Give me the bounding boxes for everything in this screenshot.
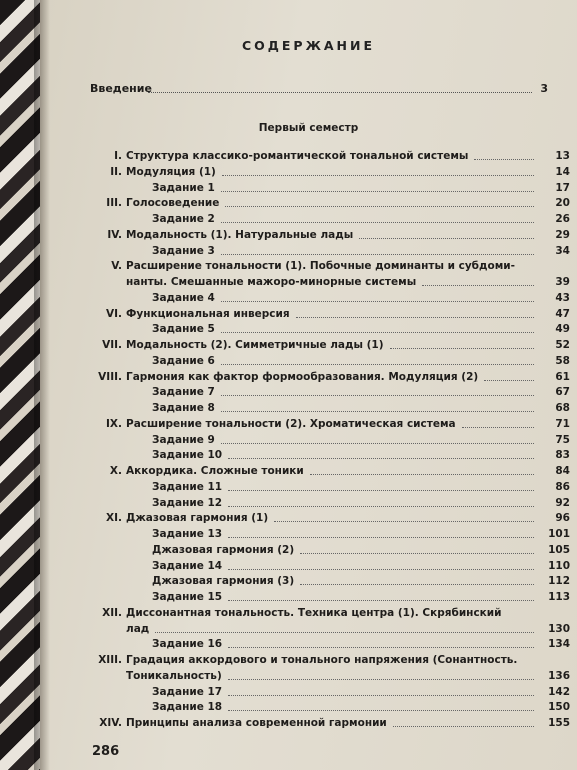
toc-entry-page: 39 <box>555 276 570 288</box>
toc-leader-dots <box>222 166 534 176</box>
toc-entry <box>40 197 577 211</box>
toc-leader-dots <box>274 512 534 522</box>
page-title: СОДЕРЖАНИЕ <box>241 38 376 53</box>
toc-leader-dots <box>225 197 534 207</box>
toc-leader-dots <box>300 575 534 585</box>
page-gutter-shadow <box>40 0 50 770</box>
toc-leader-dots <box>228 481 534 491</box>
toc-entry-title: Джазовая гармония (2) <box>152 543 295 556</box>
toc-entry-title: Градация аккордового и тонального напряжения (Сонантность. <box>126 654 518 666</box>
toc-entry <box>40 371 577 385</box>
toc-entry-title: Модальность (1). Натуральные лады <box>126 228 354 241</box>
toc-entry-title: Аккордика. Сложные тоники <box>126 465 304 477</box>
toc-entry <box>40 292 577 306</box>
toc-entry-page: 58 <box>555 354 570 367</box>
toc-intro-row <box>90 82 548 96</box>
toc-leader-dots <box>228 449 534 459</box>
toc-leader-dots <box>221 182 534 192</box>
toc-entry-title: нанты. Смешанные мажоро-минорные системы <box>126 276 417 288</box>
toc-entry-page: 71 <box>555 417 570 430</box>
toc-entry <box>40 308 577 322</box>
toc-entry-number: I. <box>114 150 122 162</box>
toc-leader-dots <box>221 245 534 255</box>
toc-entry-number: IV. <box>107 228 122 241</box>
toc-leader-dots <box>221 402 534 412</box>
toc-entry-title: Модуляция (1) <box>126 165 216 178</box>
toc-entry <box>40 591 577 605</box>
toc-entry-title: лад <box>126 622 150 635</box>
toc-leader-dots <box>228 638 534 648</box>
toc-entry-page: 67 <box>555 386 570 399</box>
toc-entry-title: Расширение тональности (2). Хроматическая система <box>126 417 456 430</box>
toc-leader-dots <box>155 623 534 633</box>
toc-entry <box>40 402 577 416</box>
toc-leader-dots <box>228 528 534 538</box>
toc-leader-dots <box>228 701 534 711</box>
toc-entry <box>40 670 577 684</box>
toc-entry <box>40 418 577 432</box>
toc-leader-dots <box>474 150 534 160</box>
toc-entry-page: 150 <box>548 701 570 714</box>
toc-entry-page: 49 <box>555 323 570 336</box>
toc-entry <box>40 560 577 574</box>
toc-leader-dots <box>228 560 534 570</box>
toc-entry-number: XIV. <box>99 717 122 729</box>
semester-heading: Первый семестр <box>258 122 359 134</box>
toc-entry <box>40 544 577 558</box>
toc-leader-dots <box>359 229 534 239</box>
toc-entry-title: Задание 10 <box>152 449 223 462</box>
toc-entry <box>40 607 577 621</box>
toc-entry <box>40 323 577 337</box>
toc-entry-number: VI. <box>105 307 122 320</box>
toc-entry-title: Задание 11 <box>152 480 223 493</box>
toc-entry-number: VIII. <box>98 370 122 383</box>
toc-entry-page: 101 <box>548 528 570 540</box>
toc-entry-page: 52 <box>555 339 570 351</box>
toc-leader-dots <box>221 292 534 302</box>
toc-intro-label: Введение <box>90 82 152 95</box>
toc-entry <box>40 213 577 227</box>
toc-leader-dots <box>228 497 534 507</box>
toc-entry-title: Голосоведение <box>126 197 220 210</box>
toc-entry <box>40 449 577 463</box>
toc-entry-number: XI. <box>106 512 122 525</box>
toc-leader-dots <box>462 418 534 428</box>
toc-leader-dots <box>228 670 534 680</box>
toc-entry <box>40 166 577 180</box>
toc-entry-title: Гармония как фактор формообразования. Модуляция (2) <box>126 370 479 383</box>
toc-entry-number: IX. <box>106 417 122 430</box>
toc-entry <box>40 717 577 731</box>
toc-entry-title: Задание 14 <box>152 559 223 572</box>
toc-leader-dots <box>221 323 534 333</box>
toc-entry <box>40 512 577 526</box>
toc-leader-dots <box>300 544 534 554</box>
toc-entry-page: 142 <box>548 685 570 698</box>
toc-entry-title: Функциональная инверсия <box>126 307 290 320</box>
toc-entry-title: Принципы анализа современной гармонии <box>126 717 387 729</box>
book-page <box>40 0 577 770</box>
toc-leader-dots <box>393 717 534 727</box>
toc-entry-page: 134 <box>548 638 570 651</box>
toc-entry-page: 34 <box>555 244 570 257</box>
toc-entry-page: 130 <box>548 622 570 635</box>
toc-entry-title: Задание 15 <box>152 591 223 603</box>
toc-entry <box>40 434 577 448</box>
toc-entry-title: Задание 8 <box>152 402 215 414</box>
toc-entry-page: 13 <box>555 150 570 162</box>
toc-entry <box>40 260 577 274</box>
toc-entry-page: 96 <box>555 512 570 525</box>
toc-leader-dots <box>296 308 534 318</box>
toc-entry-page: 68 <box>555 402 570 414</box>
toc-entry <box>40 182 577 196</box>
toc-entry-number: X. <box>109 465 122 477</box>
toc-entry-page: 83 <box>555 449 570 462</box>
toc-entry <box>40 575 577 589</box>
toc-leader-dots <box>484 371 534 381</box>
toc-entry-title: Задание 7 <box>152 386 215 399</box>
toc-entry-title: Задание 6 <box>152 354 215 367</box>
toc-leader-dots <box>422 276 534 286</box>
toc-leader-dots <box>148 82 532 93</box>
toc-entry-title: Диссонантная тональность. Техника центра (1). Скрябинский <box>126 606 502 619</box>
toc-entry-page: 20 <box>555 197 570 210</box>
toc-entry-number: VII. <box>102 339 122 351</box>
toc-entry <box>40 623 577 637</box>
toc-entry-page: 14 <box>555 165 570 178</box>
toc-entry-number: XII. <box>102 606 122 619</box>
toc-entry <box>40 528 577 542</box>
toc-leader-dots <box>221 355 534 365</box>
toc-entry-title: Задание 3 <box>152 244 215 257</box>
toc-entry-title: Задание 12 <box>152 496 223 509</box>
toc-entry-title: Задание 2 <box>152 213 215 225</box>
toc-leader-dots <box>310 465 534 475</box>
toc-intro-page: 3 <box>540 82 548 95</box>
toc-entry-page: 86 <box>555 480 570 493</box>
toc-leader-dots <box>228 591 534 601</box>
toc-entry-title: Задание 13 <box>152 528 223 540</box>
toc-entry-page: 61 <box>555 370 570 383</box>
toc-entry-page: 26 <box>555 213 570 225</box>
toc-entry-title: Задание 18 <box>152 701 223 714</box>
toc-entry <box>40 638 577 652</box>
toc-entry-page: 84 <box>555 465 570 477</box>
toc-entry-number: II. <box>110 165 122 178</box>
toc-entry-title: Тоникальность) <box>126 669 222 682</box>
toc-entry <box>40 497 577 511</box>
toc-entry-title: Задание 4 <box>152 291 215 304</box>
toc-entry-page: 75 <box>555 433 570 446</box>
toc-entry-title: Модальность (2). Симметричные лады (1) <box>126 339 384 351</box>
toc-entry-title: Задание 17 <box>152 685 223 698</box>
toc-entry <box>40 481 577 495</box>
toc-entry-page: 113 <box>548 591 570 603</box>
toc-entry-title: Джазовая гармония (1) <box>126 512 269 525</box>
toc-entry-title: Задание 9 <box>152 433 215 446</box>
toc-entry <box>40 339 577 353</box>
toc-entry-page: 17 <box>555 181 570 194</box>
toc-entry-page: 112 <box>548 575 570 588</box>
page-number: 286 <box>92 744 120 759</box>
toc-entry-page: 105 <box>548 543 570 556</box>
toc-entry-page: 155 <box>548 717 570 729</box>
toc-entry-page: 43 <box>555 291 570 304</box>
toc-entry <box>40 276 577 290</box>
toc-entry-page: 47 <box>555 307 570 320</box>
toc-entry <box>40 465 577 479</box>
toc-leader-dots <box>221 434 534 444</box>
toc-entry-number: V. <box>111 260 122 273</box>
toc-leader-dots <box>228 686 534 696</box>
toc-leader-dots <box>221 213 534 223</box>
toc-entry <box>40 701 577 715</box>
toc-entry-title: Задание 1 <box>152 181 215 194</box>
toc-entry-title: Структура классико-романтической тональной системы <box>126 150 469 162</box>
toc-leader-dots <box>221 386 534 396</box>
toc-entry <box>40 654 577 668</box>
toc-entry <box>40 229 577 243</box>
toc-entry <box>40 150 577 164</box>
toc-entry-number: III. <box>106 197 122 210</box>
toc-entry <box>40 245 577 259</box>
toc-entry-title: Задание 16 <box>152 638 223 651</box>
toc-entry-page: 136 <box>548 669 570 682</box>
toc-entry-title: Джазовая гармония (3) <box>152 575 295 588</box>
toc-entry <box>40 355 577 369</box>
toc-entry-title: Задание 5 <box>152 323 215 336</box>
toc-entry-title: Расширение тональности (1). Побочные доминанты и субдоми- <box>126 260 515 273</box>
toc-entry-page: 29 <box>555 228 570 241</box>
toc-leader-dots <box>390 339 534 349</box>
toc-entry-page: 92 <box>555 496 570 509</box>
toc-entry <box>40 686 577 700</box>
toc-entry <box>40 386 577 400</box>
toc-entry-number: XIII. <box>98 654 122 666</box>
toc-entry-page: 110 <box>548 559 570 572</box>
